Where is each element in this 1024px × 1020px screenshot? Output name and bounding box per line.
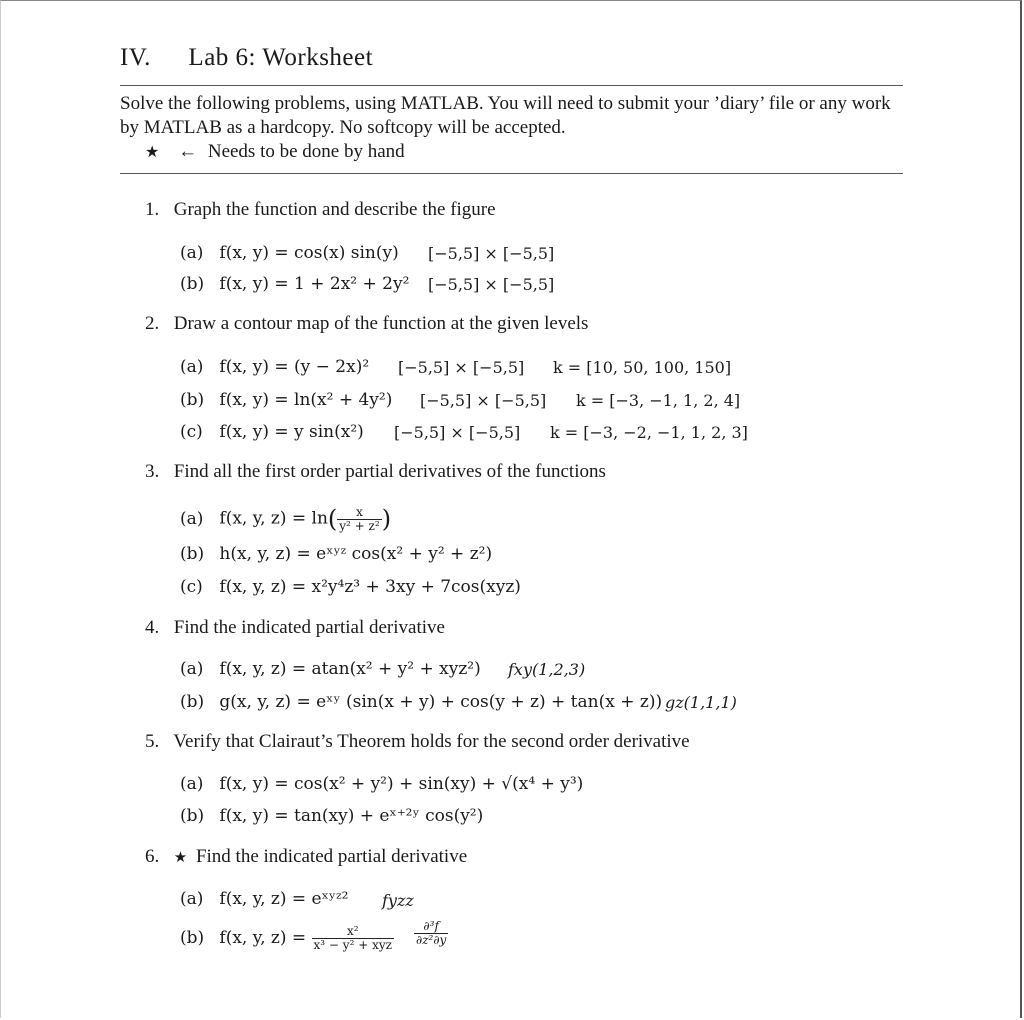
item-label: (b) (180, 544, 205, 564)
bottom-divider (120, 173, 903, 174)
fraction (337, 506, 381, 533)
problem-2-heading (145, 313, 588, 335)
item-function: f(x, y, z) = ln (219, 508, 328, 529)
problem-2a (180, 357, 369, 377)
problem-6-heading (145, 846, 467, 868)
problem-text: Find the indicated partial derivative (195, 846, 468, 867)
problem-number: 5. (145, 731, 160, 752)
problem-text: Graph the function and describe the figure (173, 199, 496, 220)
star-icon: ★ (173, 850, 188, 866)
item-function: f(x, y) = tan(xy) + eˣ⁺²ʸ cos(y²) (219, 806, 484, 826)
problem-3-heading (145, 461, 606, 483)
problem-3c (180, 577, 521, 597)
item-label: (b) (180, 692, 205, 712)
item-function: f(x, y, z) = eˣʸᶻ² (219, 889, 349, 909)
item-label: (a) (180, 659, 204, 679)
hand-note (145, 141, 405, 163)
item-function: f(x, y) = cos(x² + y²) + sin(xy) + √(x⁴ + y³) (219, 774, 584, 794)
problem-number: 1. (145, 199, 160, 220)
section-title (120, 44, 373, 72)
problem-4b (180, 692, 662, 712)
problem-4-heading (145, 617, 445, 639)
section-heading: Lab 6: Worksheet (188, 44, 374, 71)
item-label: (b) (180, 390, 205, 410)
problem-2c (180, 422, 364, 442)
fraction-numerator: x² (346, 924, 359, 938)
fraction-denominator: y² + z² (339, 518, 380, 533)
item-function: f(x, y, z) = (219, 928, 307, 948)
problem-5a (180, 774, 583, 794)
problem-2b-levels: k = [−3, −1, 1, 2, 4] (576, 391, 741, 410)
problem-text: Find the indicated partial derivative (173, 617, 445, 638)
problem-2b (180, 390, 392, 410)
problem-5-heading (145, 731, 690, 753)
problem-text: Draw a contour map of the function at the given levels (173, 313, 589, 334)
item-function: h(x, y, z) = eˣʸᶻ cos(x² + y² + z²) (219, 544, 493, 564)
item-function: f(x, y, z) = atan(x² + y² + xyz²) (219, 659, 481, 679)
problem-4a (180, 659, 481, 679)
problem-3b (180, 544, 492, 564)
item-function: f(x, y) = ln(x² + 4y²) (219, 390, 393, 410)
problem-5b (180, 806, 483, 826)
top-divider (120, 85, 903, 86)
problem-2c-levels: k = [−3, −2, −1, 1, 2, 3] (550, 423, 748, 442)
problem-4b-target: gz(1,1,1) (665, 693, 737, 712)
problem-2a-domain: [−5,5] × [−5,5] (398, 358, 525, 377)
problem-2b-domain: [−5,5] × [−5,5] (420, 391, 547, 410)
item-function: f(x, y, z) = x²y⁴z³ + 3xy + 7cos(xyz) (219, 577, 521, 597)
problem-6a-target: fyzz (382, 891, 414, 910)
item-label: (a) (180, 243, 204, 263)
problem-number: 2. (145, 313, 160, 334)
problem-1a-domain: [−5,5] × [−5,5] (428, 244, 555, 263)
instructions: Solve the following problems, using MATLAB. You will need to submit your ’diary’ file or any work by MATLAB as a hardcopy. No softcopy will be accepted. (120, 93, 891, 138)
item-function: f(x, y) = y sin(x²) (219, 422, 364, 442)
problem-1b (180, 274, 409, 294)
item-label: (b) (180, 806, 205, 826)
problem-number: 6. (145, 846, 160, 867)
fraction (312, 925, 394, 952)
item-label: (a) (180, 357, 204, 377)
item-label: (a) (180, 508, 204, 529)
item-label: (a) (180, 889, 204, 909)
item-label: (b) (180, 274, 205, 294)
problem-1b-domain: [−5,5] × [−5,5] (428, 275, 555, 294)
problem-1-heading (145, 199, 496, 221)
problem-1a (180, 243, 399, 263)
item-label: (c) (180, 577, 203, 597)
item-label: (b) (180, 928, 205, 948)
problem-4a-target: fxy(1,2,3) (508, 660, 586, 679)
problem-number: 4. (145, 617, 160, 638)
problem-3a: (a) f(x, y, z) = ln( $\frac{x}{\text{y² + z²}}$ ) (180, 504, 392, 533)
hand-note-text: Needs to be done by hand (207, 141, 405, 162)
item-function: f(x, y) = (y − 2x)² (219, 357, 370, 377)
left-arrow-icon: ← (178, 141, 198, 162)
problem-text: Verify that Clairaut’s Theorem holds for the second order derivative (173, 731, 690, 752)
fraction-numerator: ∂³f (423, 919, 439, 933)
problem-2c-domain: [−5,5] × [−5,5] (394, 423, 521, 442)
item-function: f(x, y) = cos(x) sin(y) (219, 243, 399, 263)
item-label: (a) (180, 774, 204, 794)
star-icon: ★ (145, 144, 160, 161)
fraction-denominator: x³ − y² + xyz (313, 938, 392, 952)
problem-2a-levels: k = [10, 50, 100, 150] (553, 358, 732, 377)
problem-6b-target (414, 920, 448, 947)
problem-text: Find all the first order partial derivatives of the functions (173, 461, 606, 482)
section-number: IV. (120, 44, 151, 71)
item-label: (c) (180, 422, 203, 442)
derivative-fraction (414, 920, 448, 947)
problem-6b (180, 925, 394, 952)
item-function: f(x, y) = 1 + 2x² + 2y² (219, 274, 410, 294)
problem-6a (180, 889, 348, 909)
item-function: g(x, y, z) = eˣʸ (sin(x + y) + cos(y + z) + tan(x + z)) (219, 692, 663, 712)
problem-number: 3. (145, 461, 160, 482)
fraction-denominator: ∂z²∂y (416, 933, 447, 947)
fraction-numerator: x (356, 504, 363, 519)
